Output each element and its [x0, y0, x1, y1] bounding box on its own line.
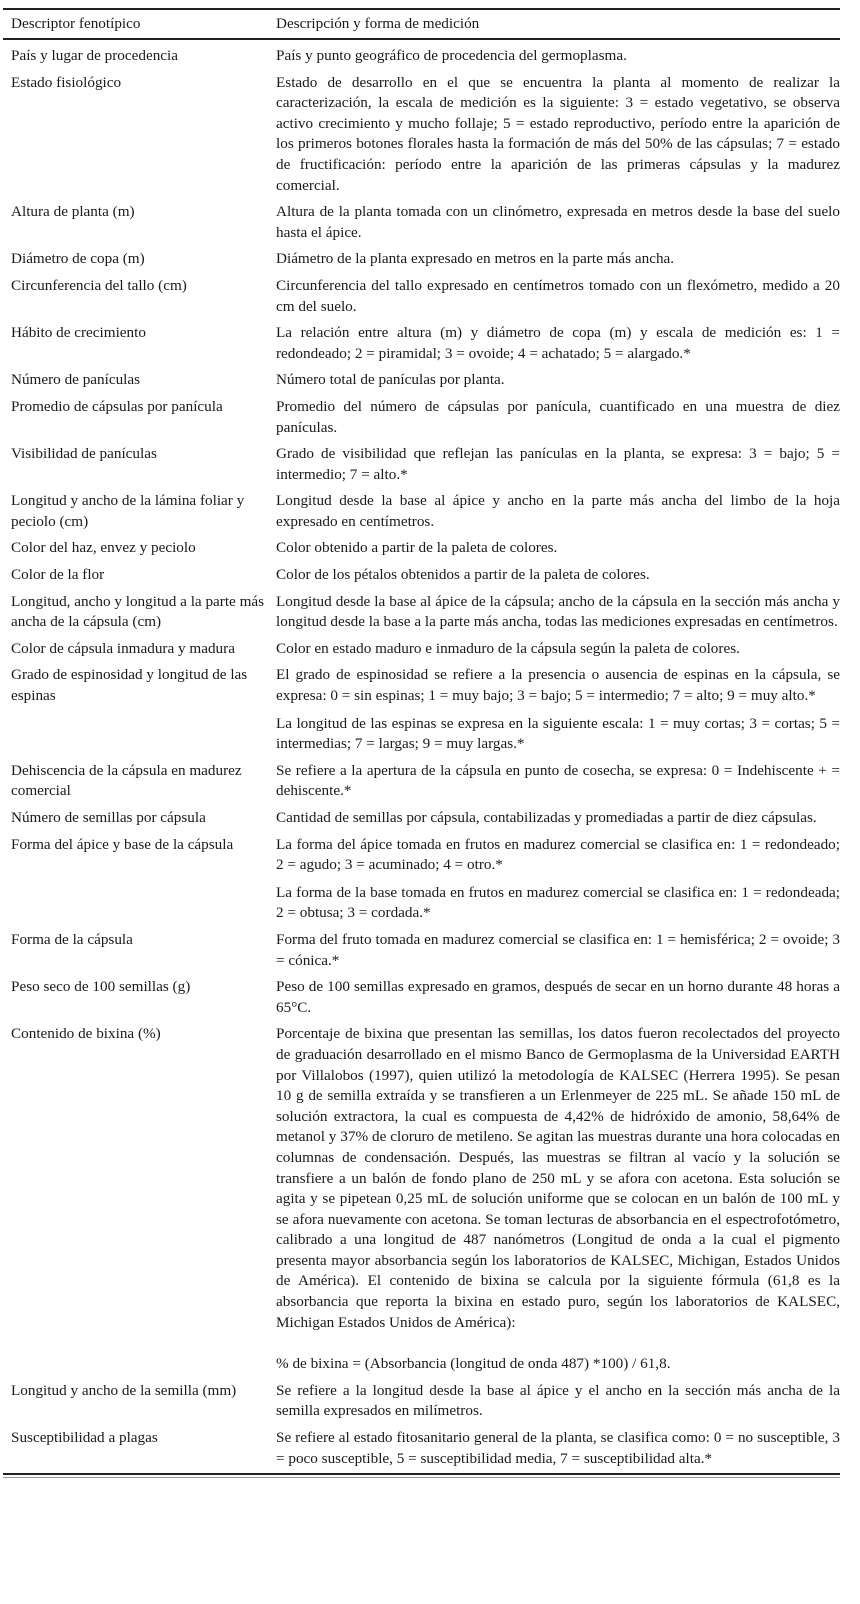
- table-row: [3, 391, 840, 438]
- description-paragraph: La forma del ápice tomada en frutos en madurez comercial se clasifica en: 1 = redondeado; 2 = agudo; 3 = acuminado; 4 = otro.*: [276, 835, 840, 874]
- descriptor-cell: Dehiscencia de la cápsula en madurez comercial: [11, 761, 242, 800]
- table-row: [3, 659, 840, 754]
- table-row: [3, 924, 840, 971]
- description-paragraph: Diámetro de la planta expresado en metros en la parte más ancha.: [276, 250, 675, 268]
- descriptor-cell: Longitud y ancho de la semilla (mm): [11, 1381, 237, 1399]
- description-paragraph: Se refiere a la apertura de la cápsula en punto de cosecha, se expresa: 0 = Indehiscente + = dehiscente.*: [276, 761, 840, 800]
- description-cell: [276, 761, 840, 802]
- header-description: Descripción y forma de medición: [276, 15, 480, 32]
- description-paragraph: Promedio del número de cápsulas por panícula, cuantificado en una muestra de diez panículas.: [276, 397, 840, 436]
- description-cell: [276, 1428, 840, 1469]
- description-paragraph: Grado de visibilidad que reflejan las panículas en la planta, se expresa: 3 = bajo; 5 = intermedio; 7 = alto.*: [276, 445, 840, 483]
- descriptor-table: [3, 8, 840, 1478]
- table-body: [3, 40, 840, 1469]
- table-row: [3, 196, 840, 243]
- table-row: [3, 1422, 840, 1469]
- description-paragraph: Longitud desde la base al ápice de la cápsula; ancho de la cápsula en la sección más ancha y longitud desde la base a la parte más ancha, todas las mediciones expresadas en centímetros.: [276, 592, 840, 631]
- table-row: [3, 317, 840, 364]
- table-row: [3, 270, 840, 317]
- description-cell: [276, 73, 840, 197]
- descriptor-cell: Estado fisiológico: [11, 73, 122, 91]
- bottom-rule: [3, 1473, 840, 1475]
- description-cell: [276, 276, 840, 317]
- header-descriptor: Descriptor fenotípico: [11, 15, 141, 32]
- table-row: [3, 438, 840, 485]
- descriptor-cell: Altura de planta (m): [11, 203, 135, 221]
- description-paragraph: Número total de panículas por planta.: [276, 371, 505, 389]
- description-cell: [276, 1024, 840, 1375]
- description-cell: [276, 491, 840, 532]
- description-paragraph: Color de los pétalos obtenidos a partir de la paleta de colores.: [276, 566, 650, 584]
- description-cell: [276, 323, 840, 364]
- table-row: [3, 755, 840, 802]
- descriptor-cell: Hábito de crecimiento: [11, 324, 146, 342]
- descriptor-cell: Circunferencia del tallo (cm): [11, 276, 187, 294]
- description-cell: [276, 1381, 840, 1422]
- table-row: [3, 67, 840, 197]
- description-paragraph: Se refiere a la longitud desde la base al ápice y el ancho en la sección más ancha de la semilla expresados en milímetros.: [276, 1381, 840, 1420]
- table-row: [3, 829, 840, 924]
- table-header: [3, 10, 840, 40]
- bottom-rule-shadow: [3, 1477, 840, 1478]
- table-row: [3, 559, 840, 586]
- descriptor-cell: Forma del ápice y base de la cápsula: [11, 835, 234, 853]
- table-row: [3, 364, 840, 391]
- table-row: [3, 532, 840, 559]
- description-paragraph: Longitud desde la base al ápice y ancho en la parte más ancha del limbo de la hoja expresado en centímetros.: [276, 492, 840, 530]
- description-paragraph: Peso de 100 semillas expresado en gramos, después de secar en un horno durante 48 horas a 65°C.: [276, 978, 840, 1016]
- description-paragraph: La forma de la base tomada en frutos en madurez comercial se clasifica en: 1 = redondeada; 2 = obtusa; 3 = cordada.*: [276, 883, 840, 922]
- description-paragraph: Color en estado maduro e inmaduro de la cápsula según la paleta de colores.: [276, 639, 740, 657]
- description-paragraph: Altura de la planta tomada con un clinómetro, expresada en metros desde la base del suelo hasta el ápice.: [276, 203, 840, 241]
- description-cell: [276, 202, 840, 243]
- descriptor-cell: Peso seco de 100 semillas (g): [11, 978, 191, 996]
- descriptor-cell: Diámetro de copa (m): [11, 250, 145, 268]
- description-paragraph: Porcentaje de bixina que presentan las semillas, los datos fueron recolectados del proyecto de graduación desarrollado en el mismo Banco de Germoplasma de la Universidad EARTH por Villalobos (1997), quien utilizó la metodología de KALSEC (Herrera 1995). Se pesan 10 g de semilla extraída y se transfieren a un Erlenmeyer de 225 mL. Se añade 150 mL de solución extractora, la cual es compuesta de 4,42% de hidróxido de amonio, 58,64% de metanol y 37% de cloruro de metileno. Se agitan las muestras durante una hora colocadas en columnas de condensación. Después, las muestras se filtran al vacío y la solución se transfiere a un balón de fondo plano de 250 mL y se afora con acetona. Esta solución se agita y se pipetean 0,25 mL de solución uniforme que se colocan en un balón de 100 mL y se afora nuevamente con acetona. Se toman lecturas de absorbancia en el espectrofotómetro, calibrado a una longitud de 487 nanómetros (Longitud de onda a la cual el pigmento presenta mayor absorbancia según los laboratorios de KALSEC, Michigan, Estados Unidos de América). El contenido de bixina se calcula por la siguiente fórmula (61,8 es la absorbancia que reporta la bixina en estado puro, según los laboratorios de KALSEC, Michigan Estados Unidos de América):: [276, 1025, 840, 1331]
- description-cell: [276, 444, 840, 485]
- description-cell: [276, 592, 840, 633]
- descriptor-cell: Grado de espinosidad y longitud de las espinas: [11, 666, 248, 705]
- description-paragraph: Se refiere al estado fitosanitario general de la planta, se clasifica como: 0 = no susceptible, 3 = poco susceptible, 5 = susceptibilidad media, 7 = susceptibilidad alta.*: [276, 1429, 840, 1467]
- description-cell: [276, 808, 840, 829]
- table-row: [3, 485, 840, 532]
- descriptor-cell: Color del haz, envez y peciolo: [11, 539, 196, 557]
- descriptor-cell: Forma de la cápsula: [11, 930, 133, 948]
- description-cell: [276, 370, 840, 391]
- table-row: [3, 802, 840, 829]
- descriptor-cell: Color de cápsula inmadura y madura: [11, 639, 235, 657]
- table-row: [3, 586, 840, 633]
- descriptor-cell: Número de semillas por cápsula: [11, 809, 206, 826]
- description-cell: [276, 977, 840, 1018]
- description-paragraph: El grado de espinosidad se refiere a la presencia o ausencia de espinas en la cápsula, se expresa: 0 = sin espinas; 1 = muy bajo; 3 = bajo; 5 = intermedio; 7 = alto; 9 = muy alto.*: [276, 666, 840, 705]
- table-row: [3, 633, 840, 660]
- descriptor-cell: Promedio de cápsulas por panícula: [11, 397, 223, 415]
- descriptor-cell: Contenido de bixina (%): [11, 1025, 161, 1043]
- description-paragraph: La relación entre altura (m) y diámetro de copa (m) y escala de medición es: 1 = redondeado; 2 = piramidal; 3 = ovoide; 4 = achatado; 5 = alargado.*: [276, 324, 840, 362]
- description-paragraph: Estado de desarrollo en el que se encuentra la planta al momento de realizar la caracterización, la escala de medición es la siguiente: 3 = estado vegetativo, se observa activo crecimiento y mucho follaje; 5 = estado reproductivo, período entre la aparición de los primeros botones florales hasta la formación de más del 50% de las cápsulas; 7 = estado de fructificación: período entre la aparición de las primeras cápsulas y la madurez comercial.: [276, 73, 840, 194]
- descriptor-cell: Longitud y ancho de la lámina foliar y peciolo (cm): [11, 492, 245, 530]
- description-paragraph: Circunferencia del tallo expresado en centímetros tomado con un flexómetro, medido a 20 cm del suelo.: [276, 276, 840, 315]
- description-paragraph: % de bixina = (Absorbancia (longitud de onda 487) *100) / 61,8.: [276, 1355, 671, 1373]
- description-cell: [276, 565, 840, 586]
- description-cell: [276, 397, 840, 438]
- table-row: [3, 243, 840, 270]
- descriptor-cell: País y lugar de procedencia: [11, 47, 178, 64]
- description-paragraph: Forma del fruto tomada en madurez comercial se clasifica en: 1 = hemisférica; 2 = ovoide; 3 = cónica.*: [276, 930, 840, 969]
- descriptor-cell: Longitud, ancho y longitud a la parte más ancha de la cápsula (cm): [11, 592, 265, 631]
- table-row: [3, 40, 840, 67]
- description-paragraph: La longitud de las espinas se expresa en la siguiente escala: 1 = muy cortas; 3 = cortas; 5 = intermedias; 7 = largas; 9 = muy largas.*: [276, 714, 840, 753]
- table-row: [3, 1375, 840, 1422]
- description-paragraph: Cantidad de semillas por cápsula, contabilizadas y promediadas a partir de diez cápsulas.: [276, 809, 817, 826]
- description-paragraph: Color obtenido a partir de la paleta de colores.: [276, 539, 558, 557]
- descriptor-cell: Número de panículas: [11, 371, 141, 389]
- description-paragraph: País y punto geográfico de procedencia del germoplasma.: [276, 47, 627, 64]
- description-cell: [276, 665, 840, 754]
- description-cell: [276, 639, 840, 660]
- description-cell: [276, 930, 840, 971]
- descriptor-cell: Color de la flor: [11, 566, 105, 584]
- descriptor-cell: Visibilidad de panículas: [11, 445, 157, 463]
- description-cell: [276, 249, 840, 270]
- descriptor-cell: Susceptibilidad a plagas: [11, 1429, 158, 1447]
- description-cell: [276, 538, 840, 559]
- description-cell: [276, 46, 840, 67]
- description-cell: [276, 835, 840, 924]
- table-row: [3, 1018, 840, 1375]
- table-row: [3, 971, 840, 1018]
